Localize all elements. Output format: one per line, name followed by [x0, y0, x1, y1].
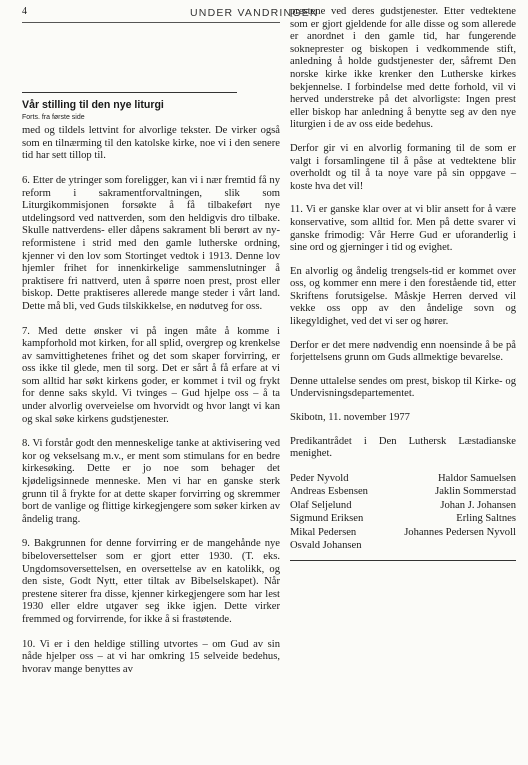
signature: Haldor Samuelsen [438, 472, 516, 484]
section-10-start: 10. Vi er i den heldige stilling utvortes – om Gud av sin nåde hjelper oss – at vi har omkring 15 selveide bedehus, hvorav mange benyttes av [22, 638, 280, 675]
section-10-continued: prestene ved deres gudstjenester. Etter vedtektene som er gjort gjeldende for alle disse og som allerede er anordnet i den gamle tid, har fungerende sokneprester og biskopen i vedkommende stift, anledning å holde gudstjenester der, såfremt Den norske kirke ikke krenker den Lutherske kirkes bekjennelse. I forbindelse med dette forhold, vil vi herved understreke på det alvorligste: Ingen prest eller biskop har anledning å benytte seg av den nye liturgien i de av oss eide bedehus. [290, 6, 516, 131]
signature: Olaf Seljelund [290, 499, 352, 511]
article-title: Vår stilling til den nye liturgi [22, 99, 164, 111]
place-date: Skibotn, 11. november 1977 [290, 412, 410, 424]
section-9: 9. Bakgrunnen for denne forvirring er de mangehånde nye bibeloversettelser som er gjort etter 1930. (T. eks. Ungdomsoversettelsen, en oversettelse av en katolikk, og den siste, Godt Nytt, etter tiltak av Bibelselskapet). Når prestene siterer fra disse, kjenner kirkegjengere som har lest 1930 eller eldre utgaver seg ikke igjen. Dette virker fremmed og forvirrende, for ikke å si frastøtende. [22, 538, 280, 625]
section-10-exhortation: Derfor gir vi en alvorlig formaning til de som er valgt i forsamlingene til å påse at vedtektene blir overholdt og til å ta noye vare på sin oppgave – koste hva det vil! [290, 142, 516, 192]
running-title: UNDER VANDRINGEN [190, 7, 319, 19]
signature: Osvald Johansen [290, 540, 362, 552]
section-6: 6. Etter de ytringer som foreligger, kan vi i nær fremtid få ny reform i sakramentforvaltningen, slik som Liturgikommisjonen forsøkte å få tilbakeført nye utdelingsord ved nattverden, som den heldigvis dro tilbake. Skulle nattverdens- eller dåpens sakrament bli berørt av ny-reformistene i strid med den gamle lutherske ordning, kjenner vi den lov som Stortinget vedtok i 1913. Denne lov hjemler frihet for innenkirkelige sammenslutninger å praktisere fri nattverd, uten å spørre noen prest, prost eller biskop. Dette praktiseres allerede mange steder i vårt land. Dette må bli, ved Guds tilskikkelse, en nødutveg for oss. [22, 174, 280, 312]
signature: Andreas Esbensen [290, 486, 368, 498]
signature: Johannes Pedersen Nyvoll [404, 526, 516, 538]
title-rule [22, 92, 237, 93]
section-11: 11. Vi er ganske klar over at vi blir ansett for å være konservative, som alltid for. Men på dette svarer vi ganske frimodig: Vår Herre Gud er uforanderlig i sine ord og gjerninger i tid og evighet. [290, 204, 516, 254]
signature: Jaklin Sommerstad [435, 486, 516, 498]
distribution-note: Denne uttalelse sendes om prest, biskop til Kirke- og Undervisningsdepartementet. [290, 375, 516, 400]
left-column [22, 92, 280, 688]
closing-paragraph-2: Derfor er det mere nødvendig enn noensinde å be på forjettelsens grunn om Guds allmektige bevarelse. [290, 339, 516, 364]
signature-rule [290, 560, 516, 561]
council-name: Predikantrådet i Den Luthersk Læstadianske menighet. [290, 435, 516, 460]
signature: Mikal Pedersen [290, 526, 357, 538]
signature-table [290, 472, 516, 553]
signature: Johan J. Johansen [440, 499, 516, 511]
intro-paragraph: med og tildels lettvint for alvorlige tekster. De virker også som en tilnærming til den katolske kirke, noe vi i den senere tid har sett tillop til. [22, 125, 280, 162]
header-rule [22, 22, 280, 23]
signature: Sigmund Eriksen [290, 513, 364, 525]
closing-paragraph-1: En alvorlig og åndelig trengsels-tid er kommet over oss, og kommer enn mere i den forestående tid, etter Skriftens forutsigelse. Måskje Herren derved vil vekke oss opp av den åndelige sovn og likegyldighet, ved det vi ser og hører. [290, 265, 516, 328]
continuation-note: Forts. fra første side [22, 113, 85, 121]
section-7: 7. Med dette ønsker vi på ingen måte å komme i kampforhold mot kirken, for all splid, overgrep og krenkelse av samvittighetenes frihet og det som skaper forvirring, er oss ikke til glede, men til sorg. Det er sårt å få erfare at vi som alltid har søkt kirkens goder, er kommet i tvil og frykt for denne saks skyld. Vi tvinges – Gud hjelpe oss – å ta under alvorlig overveielse om hvorvidt og hvor langt vi kan og skal søke kirkens gudstjenester. [22, 325, 280, 425]
section-8: 8. Vi forstår godt den menneskelige tanke at aktivisering ved kor og vekselsang m.v., er ment som stimulans for en bedre kirkesøking. Dette er jo noe som behager det kjødeligsinnede menneske. Men vi har en ganske sterk grunn til å frykte for at dette skaper forvirring og skremmer bort de vanlige og flittige kirkegjengere som søker kirken av åndelig trang. [22, 438, 280, 525]
page-number: 4 [22, 6, 27, 17]
right-column [290, 6, 516, 561]
signature: Erling Saltnes [456, 513, 516, 525]
signature: Peder Nyvold [290, 472, 349, 484]
